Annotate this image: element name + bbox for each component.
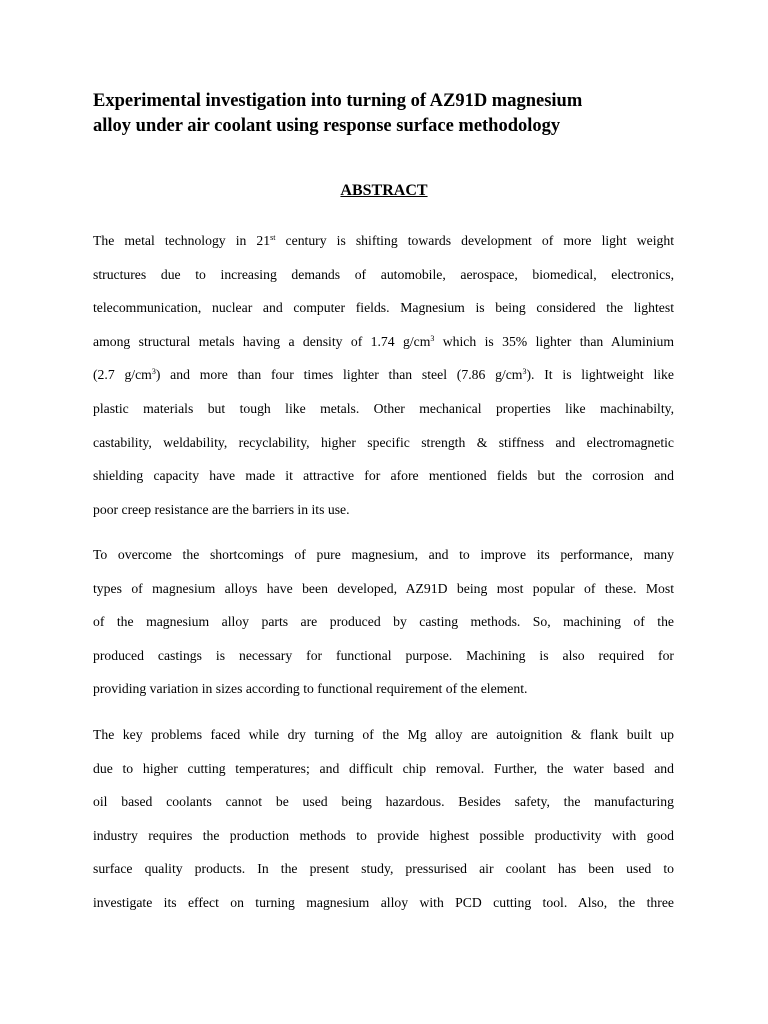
paragraph-2-line-1: To overcome the shortcomings of pure magnesium, and to improve its performance, many (93, 547, 674, 562)
paragraph-1-line-6: plastic materials but tough like metals. Other mechanical properties like machinabilty, (93, 400, 674, 416)
paragraph-3-line-4: industry requires the production methods to provide highest possible productivity with good (93, 827, 674, 843)
paragraph-2-line-2: types of magnesium alloys have been developed, AZ91D being most popular of these. Most (93, 580, 674, 596)
paragraph-3 (93, 718, 674, 920)
document-title (93, 89, 693, 139)
paragraph-1-line-9: poor creep resistance are the barriers in its use. (93, 501, 350, 517)
abstract-heading (0, 181, 768, 201)
title-line-1: Experimental investigation into turning of AZ91D magnesium (93, 91, 583, 111)
abstract-heading-text: ABSTRACT (340, 182, 428, 199)
paragraph-1-line-1: The metal technology in 21st century is shifting towards development of more light weight (93, 233, 674, 248)
paragraph-1-line-7: castability, weldability, recyclability, higher specific strength & stiffness and electromagnetic (93, 434, 674, 450)
paragraph-3-line-1: The key problems faced while dry turning of the Mg alloy are autoignition & flank built up (93, 727, 674, 742)
paragraph-2-line-4: produced castings is necessary for functional purpose. Machining is also required for (93, 647, 674, 663)
title-line-2: alloy under air coolant using response surface methodology (93, 116, 561, 136)
paragraph-3-line-5: surface quality products. In the present study, pressurised air coolant has been used to (93, 861, 674, 877)
paragraph-2-line-5: providing variation in sizes according to functional requirement of the element. (93, 681, 528, 697)
paragraph-1-line-5: (2.7 $g/cm^3$) and more than four times lighter than steel (7.86 $g/cm^3$). It is lightweight like (93, 367, 674, 383)
paragraph-2 (93, 538, 674, 706)
paragraph-1-line-4: among structural metals having a density of 1.74 $g/cm^3$ which is 35% lighter than Aluminium (93, 333, 675, 349)
paragraph-3-line-3: oil based coolants cannot be used being hazardous. Besides safety, the manufacturing (93, 794, 674, 810)
paragraph-1-line-3: telecommunication, nuclear and computer fields. Magnesium is being considered the lightest (93, 300, 674, 316)
paragraph-1-line-2: structures due to increasing demands of automobile, aerospace, biomedical, electronics, (93, 266, 674, 282)
paragraph-1 (93, 224, 674, 526)
paragraph-3-line-2: due to higher cutting temperatures; and difficult chip removal. Further, the water based and (93, 760, 674, 776)
paragraph-1-line-8: shielding capacity have made it attractive for afore mentioned fields but the corrosion and (93, 468, 674, 484)
paragraph-2-line-3: of the magnesium alloy parts are produced by casting methods. So, machining of the (93, 614, 674, 630)
paragraph-3-line-6: investigate its effect on turning magnesium alloy with PCD cutting tool. Also, the three (93, 894, 674, 910)
